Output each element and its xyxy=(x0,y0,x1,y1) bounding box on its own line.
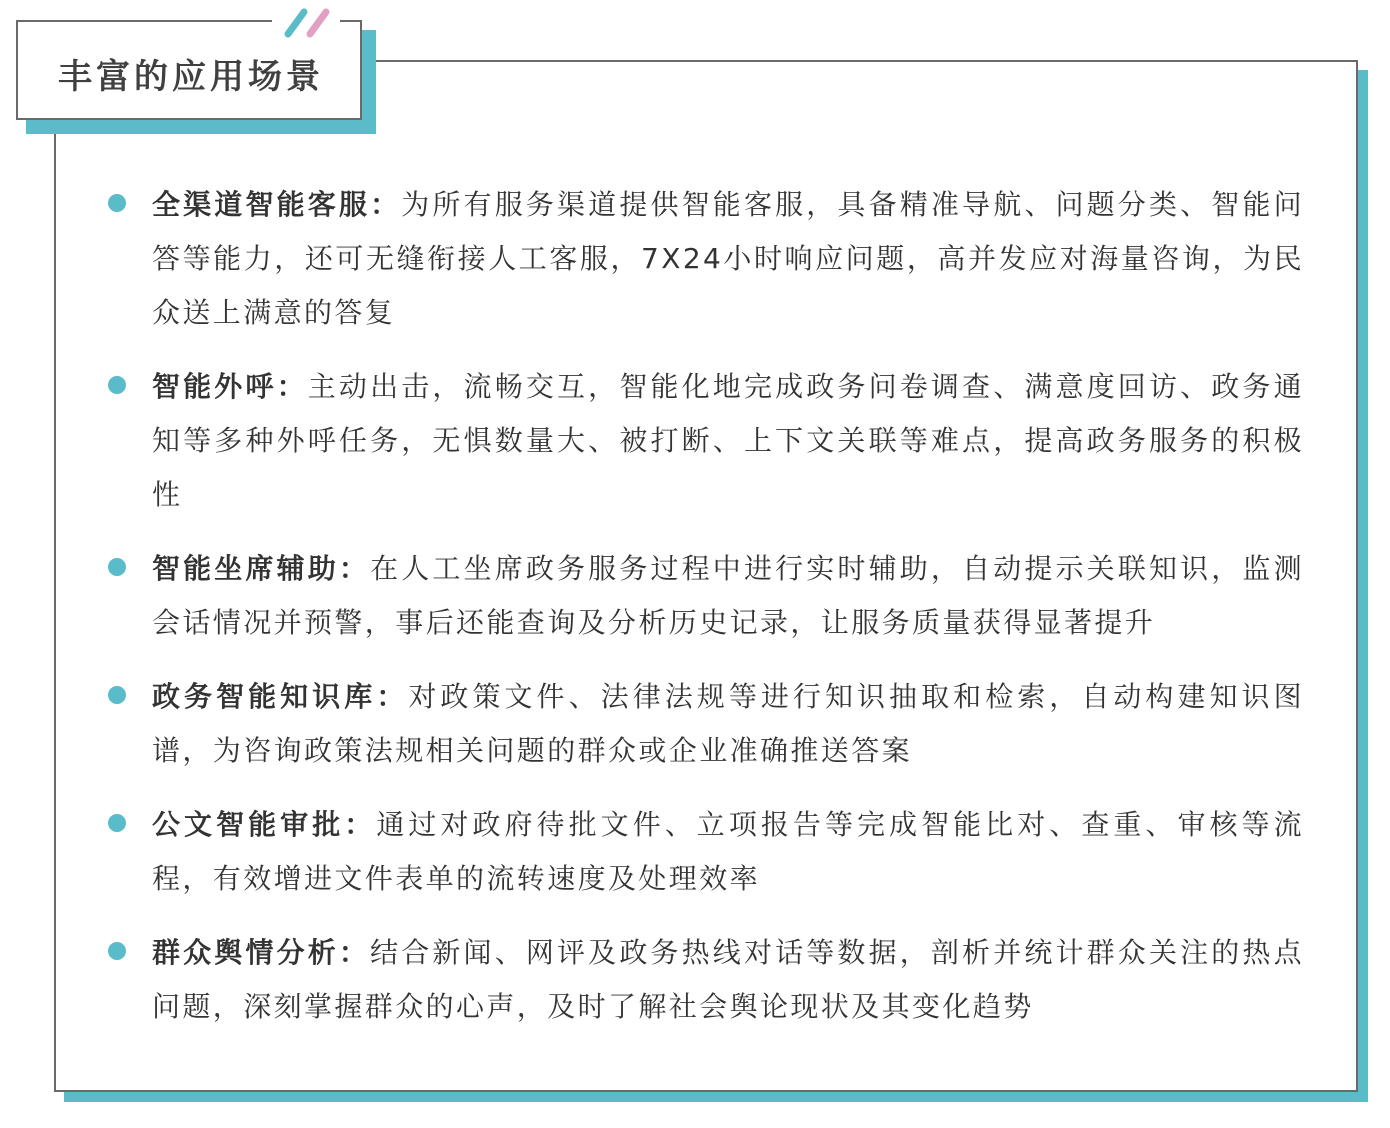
bullet-dot-icon xyxy=(108,814,126,832)
item-title: 全渠道智能客服： xyxy=(152,188,402,221)
list-item xyxy=(104,798,1304,906)
item-text: 在人工坐席政务服务过程中进行实时辅助，自动提示关联知识，监测会话情况并预警，事后还能查询及分析历史记录，让服务质量获得显著提升 xyxy=(152,552,1304,639)
scenario-list xyxy=(104,178,1304,1054)
double-slash-icon xyxy=(282,6,334,40)
bullet-dot-icon xyxy=(108,942,126,960)
item-text: 为所有服务渠道提供智能客服，具备精准导航、问题分类、智能问答等能力，还可无缝衔接人工客服，7X24小时响应问题，高并发应对海量咨询，为民众送上满意的答复 xyxy=(152,188,1304,329)
list-item xyxy=(104,926,1304,1034)
list-item xyxy=(104,670,1304,778)
bullet-dot-icon xyxy=(108,686,126,704)
page-title: 丰富的应用场景 xyxy=(58,57,324,97)
item-text: 主动出击，流畅交互，智能化地完成政务问卷调查、满意度回访、政务通知等多种外呼任务，无惧数量大、被打断、上下文关联等难点，提高政务服务的积极性 xyxy=(152,370,1304,511)
item-title: 政务智能知识库： xyxy=(152,680,409,713)
item-title: 智能坐席辅助： xyxy=(152,552,371,585)
item-title: 群众舆情分析： xyxy=(152,936,371,969)
item-text: 通过对政府待批文件、立项报告等完成智能比对、查重、审核等流程，有效增进文件表单的流转速度及处理效率 xyxy=(152,808,1304,895)
list-item xyxy=(104,178,1304,340)
bullet-dot-icon xyxy=(108,376,126,394)
list-item xyxy=(104,360,1304,522)
bullet-dot-icon xyxy=(108,558,126,576)
item-title: 公文智能审批： xyxy=(152,808,377,841)
item-title: 智能外呼： xyxy=(152,370,308,403)
bullet-dot-icon xyxy=(108,194,126,212)
item-text: 结合新闻、网评及政务热线对话等数据，剖析并统计群众关注的热点问题，深刻掌握群众的心声，及时了解社会舆论现状及其变化趋势 xyxy=(152,936,1304,1023)
list-item xyxy=(104,542,1304,650)
item-text: 对政策文件、法律法规等进行知识抽取和检索，自动构建知识图谱，为咨询政策法规相关问题的群众或企业准确推送答案 xyxy=(152,680,1304,767)
